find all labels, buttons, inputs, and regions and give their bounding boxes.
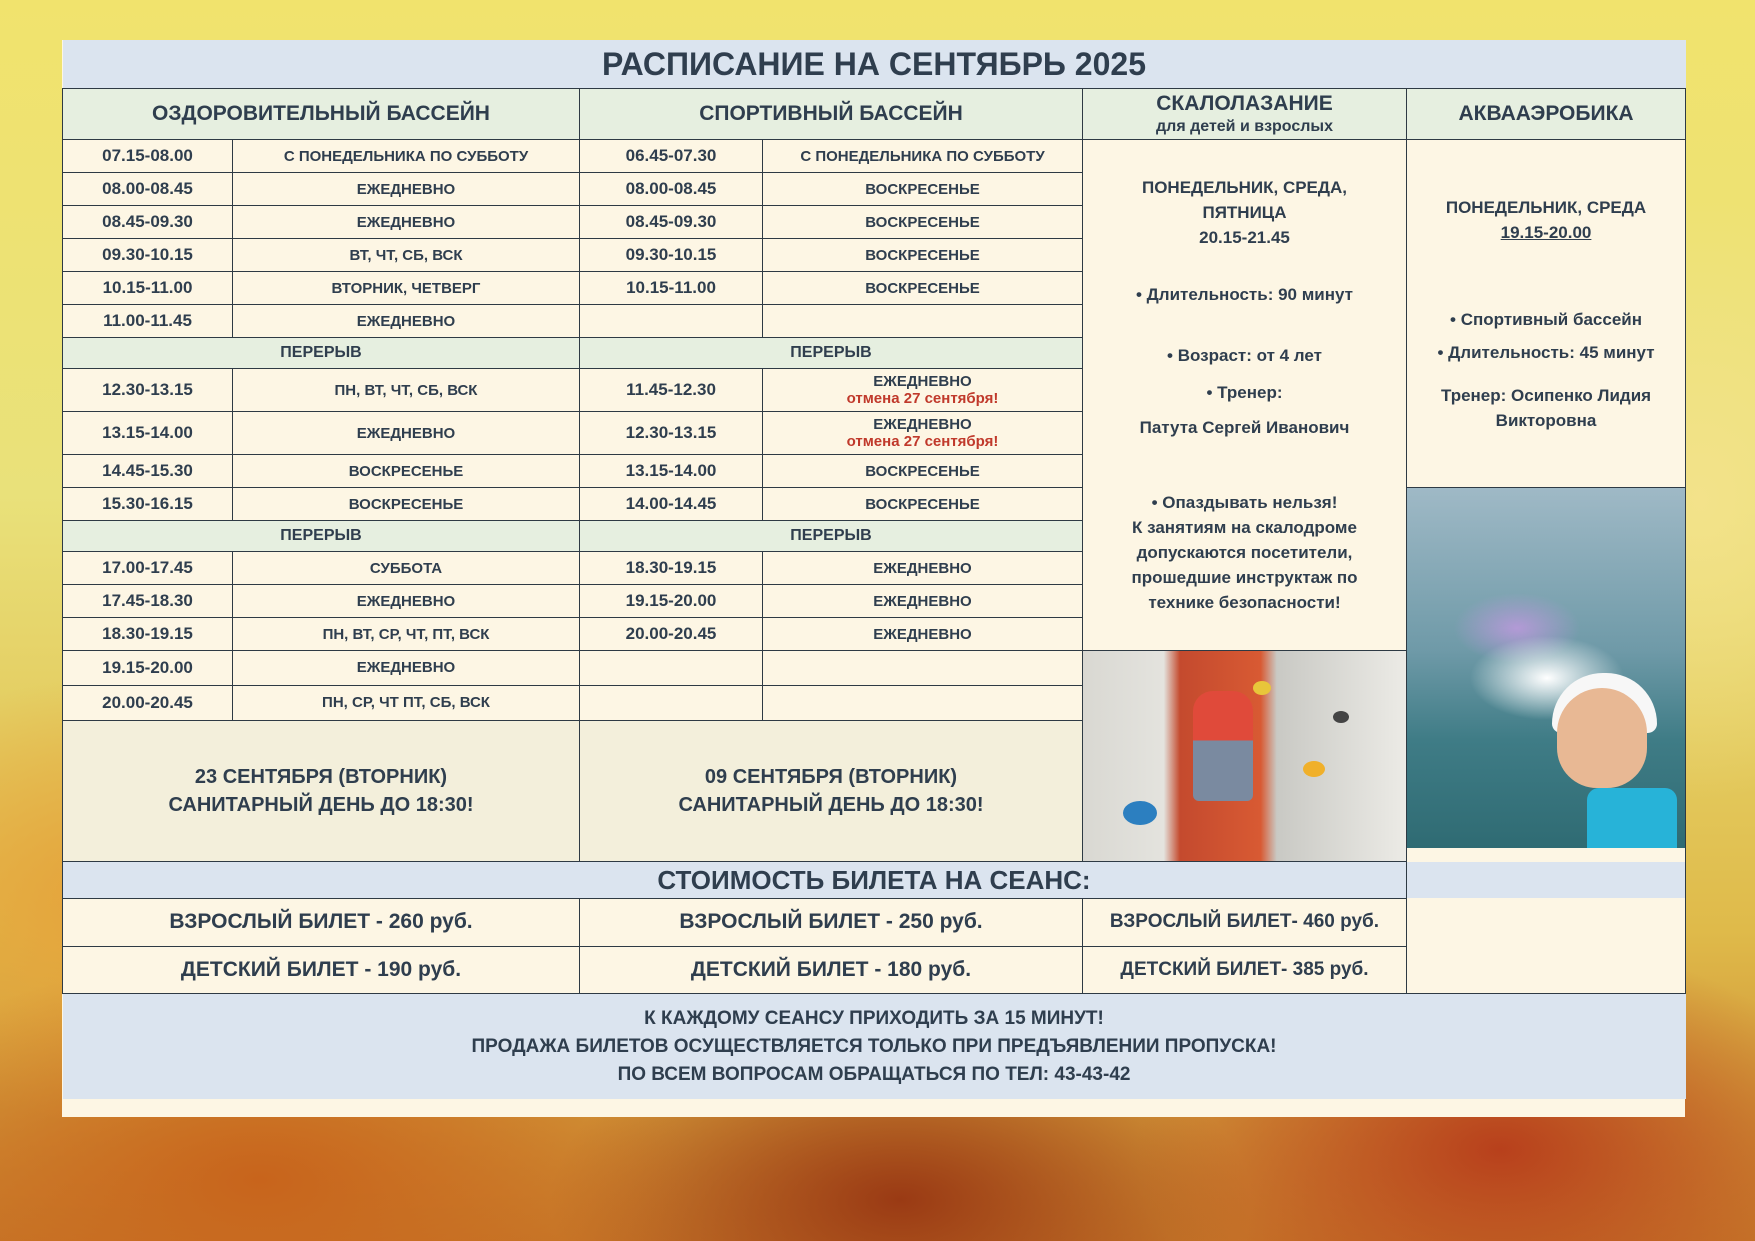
pool1-break: ПЕРЕРЫВ xyxy=(63,521,580,552)
pool1-time: 09.30-10.15 xyxy=(63,239,233,272)
pool2-days xyxy=(763,412,1083,455)
climbing-time: 20.15-21.45 xyxy=(1199,228,1290,247)
climbing-adult-price: ВЗРОСЛЫЙ БИЛЕТ- 460 руб. xyxy=(1083,899,1407,947)
pool2-days: ВОСКРЕСЕНЬЕ xyxy=(763,239,1083,272)
schedule-sheet xyxy=(62,40,1685,1117)
pool1-time: 08.45-09.30 xyxy=(63,206,233,239)
footer-line-2: ПРОДАЖА БИЛЕТОВ ОСУЩЕСТВЛЯЕТСЯ ТОЛЬКО ПРИ ПРЕДЪЯВЛЕНИИ ПРОПУСКА! xyxy=(471,1035,1277,1057)
aqua-info xyxy=(1407,140,1686,488)
climbing-late-2: К занятиям на скалодроме xyxy=(1132,518,1357,537)
pool1-days: ПН, ВТ, СР, ЧТ, ПТ, ВСК xyxy=(233,618,580,651)
pool1-days: ПН, СР, ЧТ ПТ, СБ, ВСК xyxy=(233,685,580,720)
pool2-time: 10.15-11.00 xyxy=(580,272,763,305)
pool2-time: 08.45-09.30 xyxy=(580,206,763,239)
schedule-table xyxy=(62,40,1686,1099)
climbing-wall-photo xyxy=(1083,651,1406,861)
pool1-days: ЕЖЕДНЕВНО xyxy=(233,206,580,239)
pool2-child-price: ДЕТСКИЙ БИЛЕТ - 180 руб. xyxy=(580,946,1083,994)
pool1-time: 17.00-17.45 xyxy=(63,552,233,585)
pool2-days: ВОСКРЕСЕНЬЕ xyxy=(763,455,1083,488)
pool1-time: 10.15-11.00 xyxy=(63,272,233,305)
pool2-days xyxy=(763,305,1083,338)
pool2-time: 14.00-14.45 xyxy=(580,488,763,521)
header-health-pool: ОЗДОРОВИТЕЛЬНЫЙ БАССЕЙН xyxy=(63,89,580,140)
pool1-time: 08.00-08.45 xyxy=(63,173,233,206)
pool1-time: 13.15-14.00 xyxy=(63,412,233,455)
pool1-break: ПЕРЕРЫВ xyxy=(63,338,580,369)
pool2-sanitary-day xyxy=(580,720,1083,861)
pool2-adult-price: ВЗРОСЛЫЙ БИЛЕТ - 250 руб. xyxy=(580,899,1083,947)
pool1-time: 12.30-13.15 xyxy=(63,369,233,412)
aqua-trainer-2: Викторовна xyxy=(1495,410,1597,430)
pool1-time: 14.45-15.30 xyxy=(63,455,233,488)
pool1-days: ЕЖЕДНЕВНО xyxy=(233,305,580,338)
climbing-trainer-name: Патута Сергей Иванович xyxy=(1139,418,1350,437)
pool1-child-price: ДЕТСКИЙ БИЛЕТ - 190 руб. xyxy=(63,946,580,994)
pool2-time: 18.30-19.15 xyxy=(580,552,763,585)
swimsuit xyxy=(1587,788,1677,848)
pool1-days: ВТОРНИК, ЧЕТВЕРГ xyxy=(233,272,580,305)
pool1-time: 11.00-11.45 xyxy=(63,305,233,338)
pool2-days: ЕЖЕДНЕВНО xyxy=(763,618,1083,651)
pool2-days xyxy=(763,369,1083,412)
pool1-time: 07.15-08.00 xyxy=(63,140,233,173)
climbing-hold xyxy=(1303,761,1325,777)
climbing-duration: • Длительность: 90 минут xyxy=(1135,285,1354,304)
pool2-time: 06.45-07.30 xyxy=(580,140,763,173)
pool1-time: 17.45-18.30 xyxy=(63,585,233,618)
aqua-photo-cell xyxy=(1407,488,1686,994)
aqua-aerobics-photo xyxy=(1407,488,1685,848)
climbing-trainer-label: • Тренер: xyxy=(1206,383,1283,402)
footer-line-1: К КАЖДОМУ СЕАНСУ ПРИХОДИТЬ ЗА 15 МИНУТ! xyxy=(644,1007,1104,1029)
aqua-pool: • Спортивный бассейн xyxy=(1450,309,1643,329)
pool1-days: СУББОТА xyxy=(233,552,580,585)
pool2-sanitary-text: САНИТАРНЫЙ ДЕНЬ ДО 18:30! xyxy=(678,793,984,816)
climber-child xyxy=(1193,691,1253,801)
pool1-sanitary-day xyxy=(63,720,580,861)
pool1-days: ВОСКРЕСЕНЬЕ xyxy=(233,455,580,488)
pool1-time: 18.30-19.15 xyxy=(63,618,233,651)
pool2-days: ВОСКРЕСЕНЬЕ xyxy=(763,488,1083,521)
pool2-time: 08.00-08.45 xyxy=(580,173,763,206)
header-sport-pool: СПОРТИВНЫЙ БАССЕЙН xyxy=(580,89,1083,140)
pool2-break: ПЕРЕРЫВ xyxy=(580,338,1083,369)
climbing-photo-cell xyxy=(1083,651,1407,862)
pool1-days: ЕЖЕДНЕВНО xyxy=(233,585,580,618)
pool2-time xyxy=(580,305,763,338)
aqua-trainer-1: Тренер: Осипенко Лидия xyxy=(1440,385,1652,405)
aqua-duration: • Длительность: 45 минут xyxy=(1437,342,1655,362)
pool2-days-label: ЕЖЕДНЕВНО xyxy=(873,416,972,433)
pool1-days: ВТ, ЧТ, СБ, ВСК xyxy=(233,239,580,272)
pool2-time: 11.45-12.30 xyxy=(580,369,763,412)
pool2-time xyxy=(580,651,763,686)
climbing-child-price: ДЕТСКИЙ БИЛЕТ- 385 руб. xyxy=(1083,946,1407,994)
climbing-late-3: допускаются посетители, xyxy=(1136,543,1353,562)
pool2-time: 20.00-20.45 xyxy=(580,618,763,651)
climbing-hold xyxy=(1123,801,1157,825)
climbing-late-1: • Опаздывать нельзя! xyxy=(1151,493,1338,512)
climbing-hold xyxy=(1333,711,1349,723)
aqua-days: ПОНЕДЕЛЬНИК, СРЕДА xyxy=(1445,197,1647,217)
pool2-time: 12.30-13.15 xyxy=(580,412,763,455)
pool1-sanitary-text: САНИТАРНЫЙ ДЕНЬ ДО 18:30! xyxy=(168,793,474,816)
page-title: РАСПИСАНИЕ НА СЕНТЯБРЬ 2025 xyxy=(63,40,1686,89)
pool1-days: ВОСКРЕСЕНЬЕ xyxy=(233,488,580,521)
pool1-time: 19.15-20.00 xyxy=(63,651,233,686)
pool2-days: С ПОНЕДЕЛЬНИКА ПО СУББОТУ xyxy=(763,140,1083,173)
header-climbing xyxy=(1083,89,1407,140)
pool1-days: ЕЖЕДНЕВНО xyxy=(233,412,580,455)
pool1-days: ЕЖЕДНЕВНО xyxy=(233,173,580,206)
pool2-days: ВОСКРЕСЕНЬЕ xyxy=(763,206,1083,239)
pool1-adult-price: ВЗРОСЛЫЙ БИЛЕТ - 260 руб. xyxy=(63,899,580,947)
pool1-days: С ПОНЕДЕЛЬНИКА ПО СУББОТУ xyxy=(233,140,580,173)
pool1-days: ПН, ВТ, ЧТ, СБ, ВСК xyxy=(233,369,580,412)
pool2-days: ВОСКРЕСЕНЬЕ xyxy=(763,173,1083,206)
pool2-days xyxy=(763,651,1083,686)
cancel-note: отмена 27 сентября! xyxy=(846,433,999,450)
header-climbing-subtitle: для детей и взрослых xyxy=(1156,118,1333,135)
pool1-time: 20.00-20.45 xyxy=(63,685,233,720)
pool2-time: 09.30-10.15 xyxy=(580,239,763,272)
climbing-late-5: технике безопасности! xyxy=(1148,593,1341,612)
footer-notice xyxy=(63,994,1686,1100)
pool2-time xyxy=(580,685,763,720)
pool2-time: 19.15-20.00 xyxy=(580,585,763,618)
pool2-days: ЕЖЕДНЕВНО xyxy=(763,585,1083,618)
pool1-days: ЕЖЕДНЕВНО xyxy=(233,651,580,686)
cancel-note: отмена 27 сентября! xyxy=(846,390,999,407)
climbing-age: • Возраст: от 4 лет xyxy=(1167,346,1322,365)
pool2-time: 13.15-14.00 xyxy=(580,455,763,488)
cost-title: СТОИМОСТЬ БИЛЕТА НА СЕАНС: xyxy=(63,862,1686,899)
climbing-days-1: ПОНЕДЕЛЬНИК, СРЕДА, xyxy=(1141,178,1348,197)
header-climbing-title: СКАЛОЛАЗАНИЕ xyxy=(1156,92,1333,115)
climbing-days-2: ПЯТНИЦА xyxy=(1202,203,1287,222)
pool1-sanitary-date: 23 СЕНТЯБРЯ (ВТОРНИК) xyxy=(194,765,448,788)
pool1-time: 15.30-16.15 xyxy=(63,488,233,521)
pool2-days: ВОСКРЕСЕНЬЕ xyxy=(763,272,1083,305)
pool2-days: ЕЖЕДНЕВНО xyxy=(763,552,1083,585)
climbing-late-4: прошедшие инструктаж по xyxy=(1131,568,1358,587)
header-aqua: АКВААЭРОБИКА xyxy=(1407,89,1686,140)
footer-line-3: ПО ВСЕМ ВОПРОСАМ ОБРАЩАТЬСЯ ПО ТЕЛ: 43-43-42 xyxy=(617,1063,1131,1085)
climbing-info xyxy=(1083,140,1407,651)
pool2-break: ПЕРЕРЫВ xyxy=(580,521,1083,552)
pool2-sanitary-date: 09 СЕНТЯБРЯ (ВТОРНИК) xyxy=(704,765,958,788)
pool2-days-label: ЕЖЕДНЕВНО xyxy=(873,373,972,390)
swimmer-face xyxy=(1557,688,1647,788)
climbing-hold xyxy=(1253,681,1271,695)
aqua-time: 19.15-20.00 xyxy=(1500,222,1592,242)
pool2-days xyxy=(763,685,1083,720)
